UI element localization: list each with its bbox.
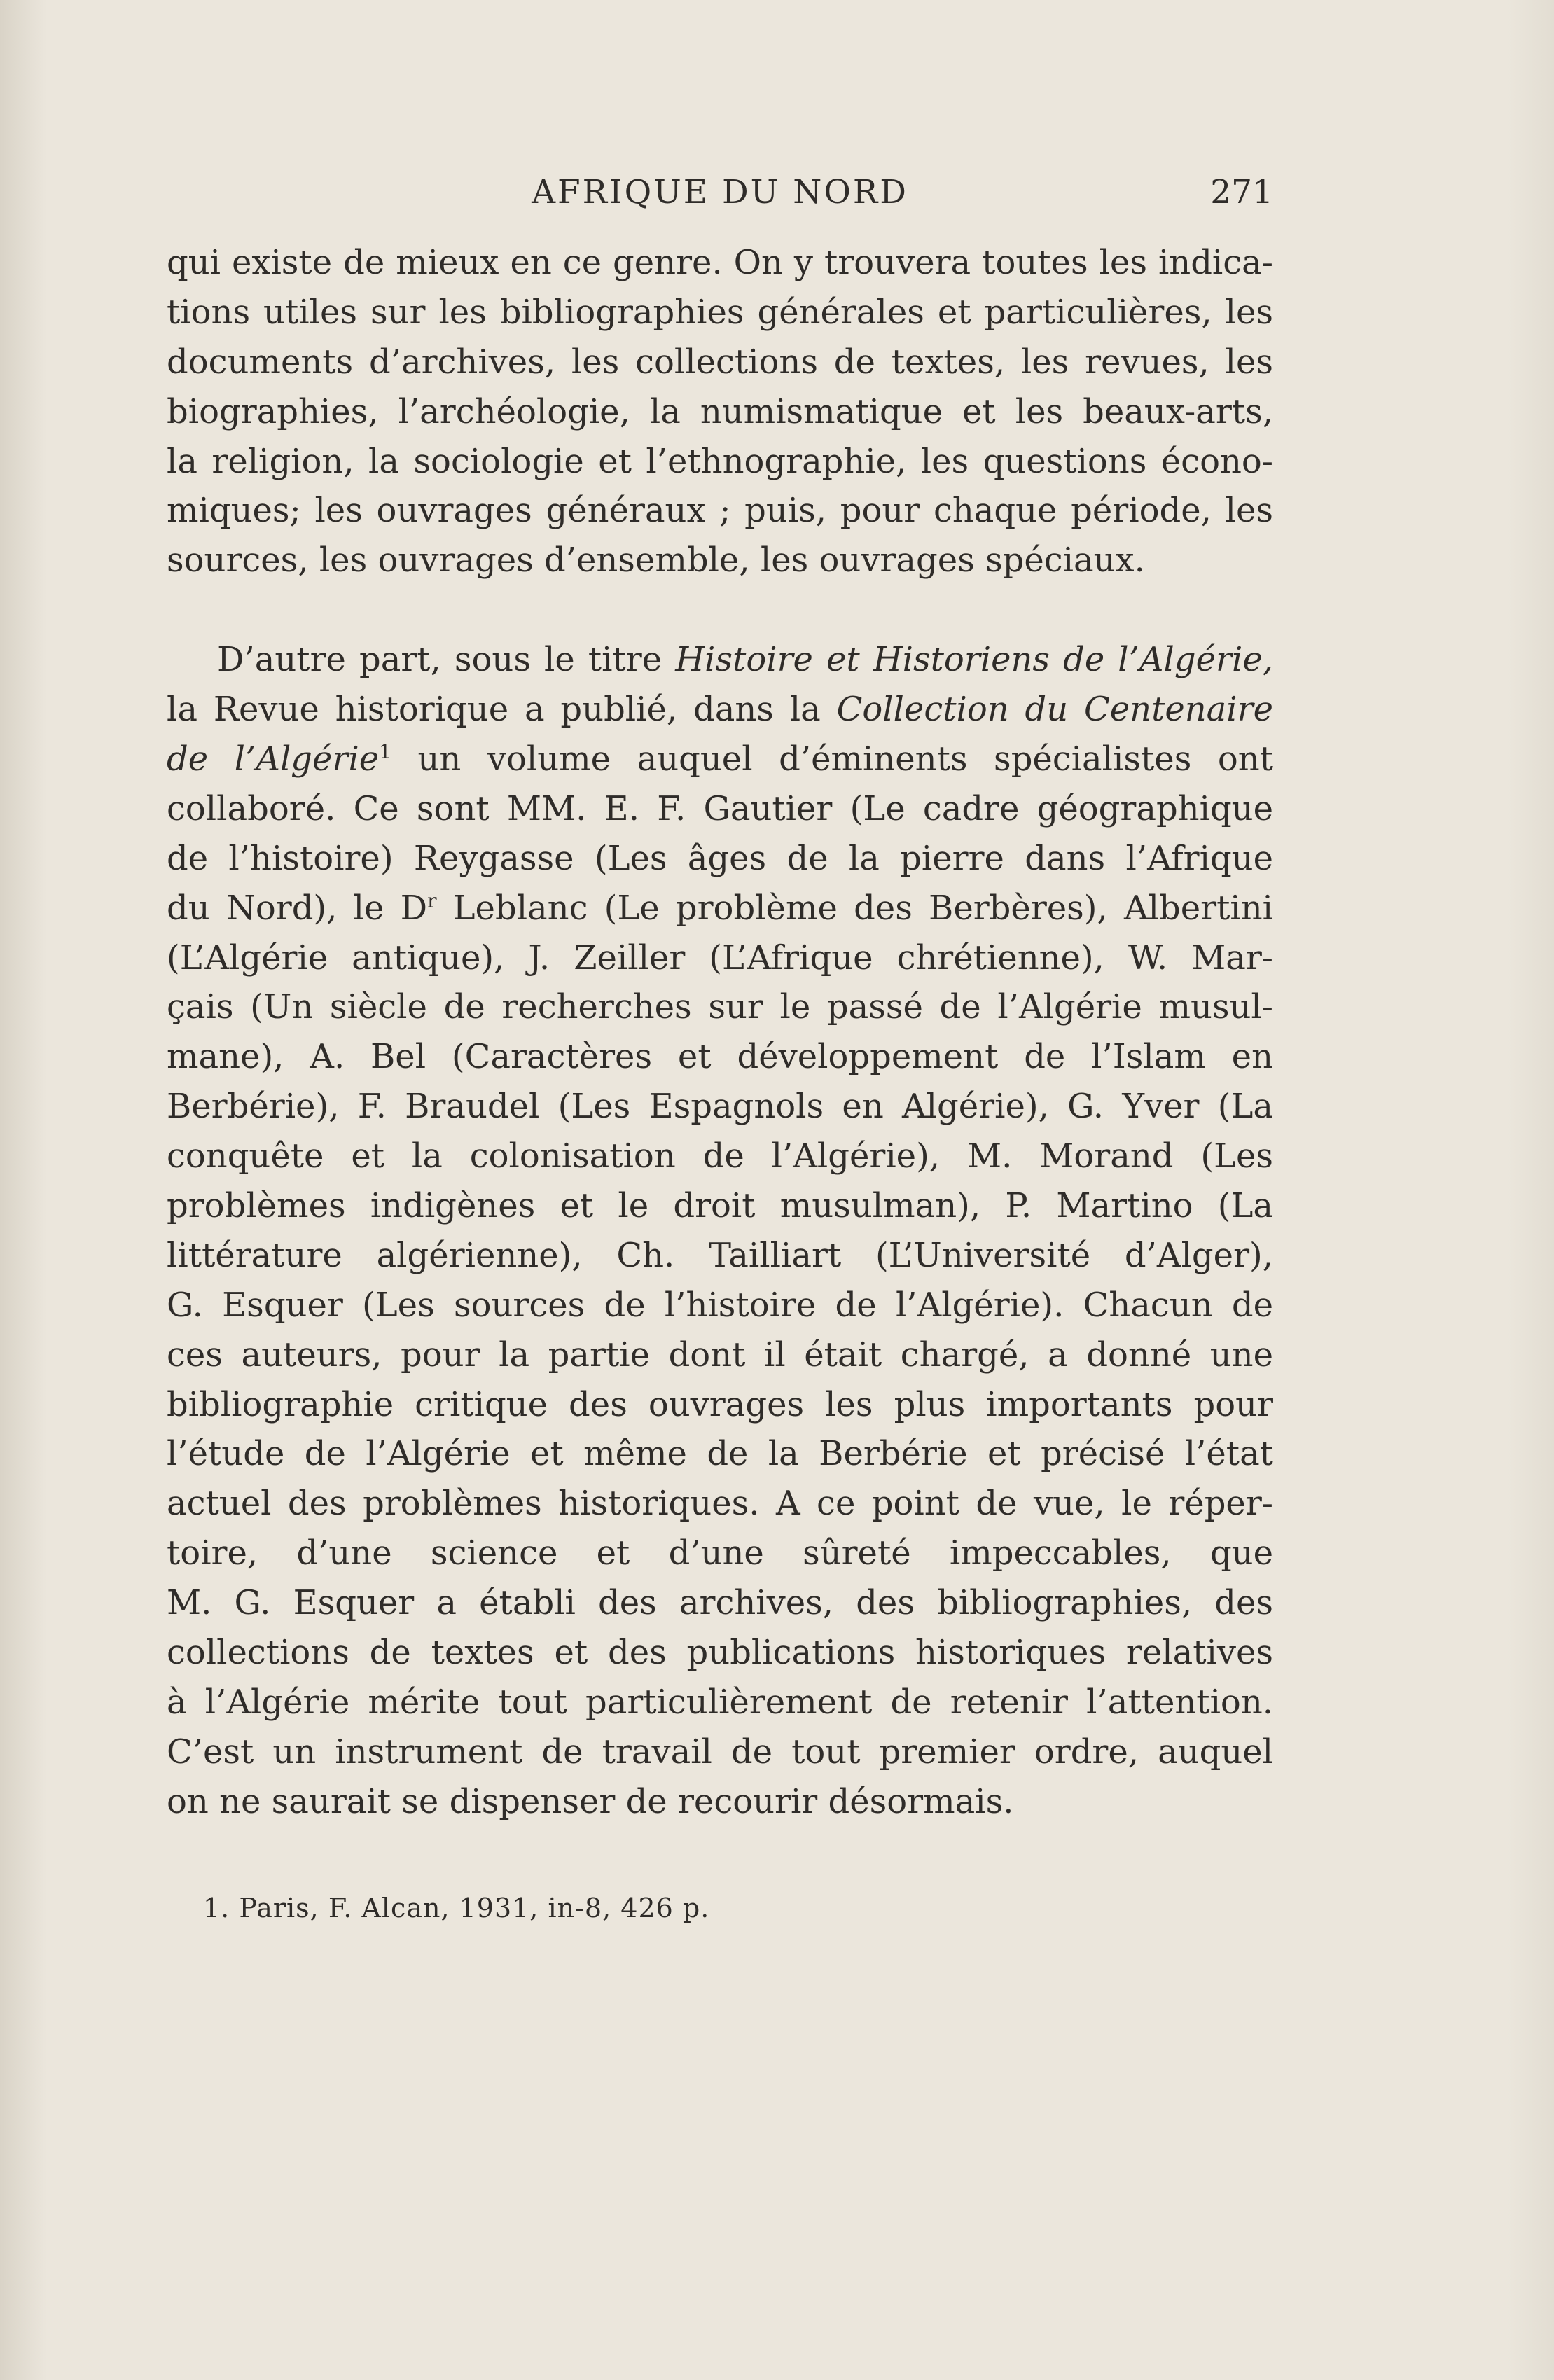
page-number: 271 [1210, 173, 1273, 211]
text-line: tions utiles sur les bibliographies générales et particulières, les [167, 292, 1273, 332]
text-line: la religion, la sociologie et l’ethnographie, les questions écono- [167, 441, 1273, 481]
text-line [167, 735, 1273, 784]
text-line [167, 635, 1273, 685]
footnote: 1. Paris, F. Alcan, 1931, in-8, 426 p. [203, 1893, 710, 1923]
text-segment: du Nord), le D [167, 888, 428, 928]
paragraph-1 [167, 238, 1273, 585]
italic-title: Histoire et Historiens de l’Algérie, [675, 640, 1274, 680]
superscript: r [427, 889, 437, 912]
text-segment: Leblanc (Le problème des Berbères), Albertini [436, 888, 1273, 928]
text-line: C’est un instrument de travail de tout premier ordre, auquel [167, 1732, 1273, 1772]
text-line: qui existe de mieux en ce genre. On y trouvera toutes les indica- [167, 243, 1273, 282]
running-head [167, 168, 1273, 217]
footnote-reference: 1 [379, 740, 391, 764]
paragraph-2 [167, 635, 1273, 1826]
text-line: actuel des problèmes historiques. A ce point de vue, le réper- [167, 1484, 1273, 1524]
text-line: G. Esquer (Les sources de l’histoire de l’Algérie). Chacun de [167, 1285, 1273, 1325]
text-line: on ne saurait se dispenser de recourir désormais. [167, 1781, 1014, 1821]
text-line: de l’histoire) Reygasse (Les âges de la pierre dans l’Afrique [167, 838, 1273, 878]
text-line: collaboré. Ce sont MM. E. F. Gautier (Le cadre géographique [167, 788, 1273, 828]
text-line: conquête et la colonisation de l’Algérie), M. Morand (Les [167, 1136, 1273, 1176]
running-title: AFRIQUE DU NORD [532, 173, 908, 211]
text-line: l’étude de l’Algérie et même de la Berbérie et précisé l’état [167, 1434, 1273, 1474]
italic-title: Collection du Centenaire [836, 690, 1273, 730]
text-line: documents d’archives, les collections de textes, les revues, les [167, 342, 1273, 382]
body-text [167, 238, 1273, 1827]
text-line: littérature algérienne), Ch. Tailliart (L’Université d’Alger), [167, 1235, 1273, 1275]
text-line [167, 685, 1273, 735]
text-line: Berbérie), F. Braudel (Les Espagnols en Algérie), G. Yver (La [167, 1087, 1273, 1127]
text-line: miques; les ouvrages généraux ; puis, pour chaque période, les [167, 491, 1273, 531]
text-line: bibliographie critique des ouvrages les plus importants pour [167, 1384, 1273, 1424]
text-line: M. G. Esquer a établi des archives, des bibliographies, des [167, 1583, 1273, 1623]
text-line: (L’Algérie antique), J. Zeiller (L’Afrique chrétienne), W. Mar- [167, 938, 1273, 977]
text-line: biographies, l’archéologie, la numismatique et les beaux-arts, [167, 391, 1273, 431]
text-line: mane), A. Bel (Caractères et développement de l’Islam en [167, 1037, 1273, 1077]
text-segment: un volume auquel d’éminents spécialistes ont [391, 739, 1273, 779]
text-line [167, 884, 1273, 933]
text-line: ces auteurs, pour la partie dont il était chargé, a donné une [167, 1335, 1273, 1375]
text-segment: D’autre part, sous le titre [217, 640, 676, 680]
text-line: problèmes indigènes et le droit musulman), P. Martino (La [167, 1186, 1273, 1226]
text-line: çais (Un siècle de recherches sur le passé de l’Algérie musul- [167, 987, 1273, 1027]
paragraph-gap [167, 585, 1273, 635]
text-line: toire, d’une science et d’une sûreté impeccables, que [167, 1533, 1273, 1573]
italic-title: de l’Algérie [167, 739, 380, 779]
text-line: collections de textes et des publications historiques relatives [167, 1633, 1273, 1673]
text-line: à l’Algérie mérite tout particulièrement de retenir l’attention. [167, 1682, 1273, 1722]
text-line: sources, les ouvrages d’ensemble, les ouvrages spéciaux. [167, 541, 1145, 580]
text-segment: la Revue historique a publié, dans la [167, 690, 837, 730]
